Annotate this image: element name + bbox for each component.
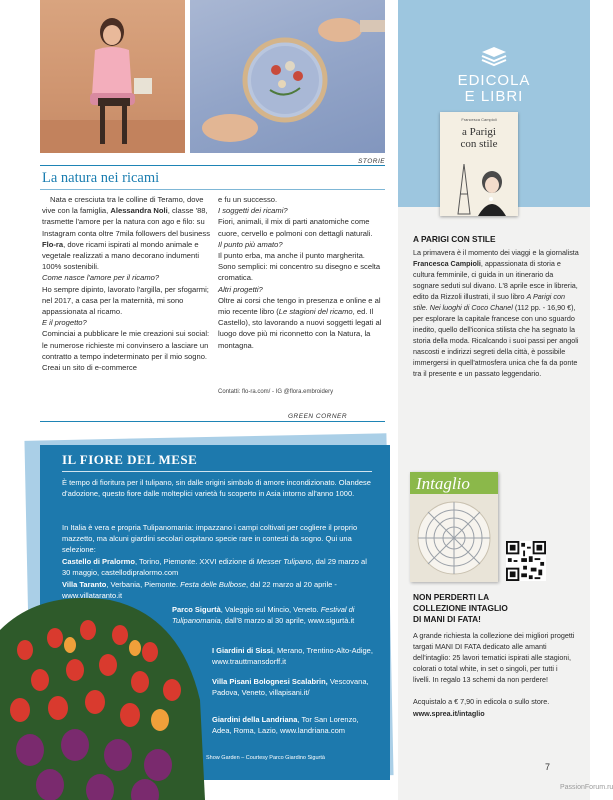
title-rule <box>40 189 385 190</box>
interview-answer: Cominciai a pubblicare le mie creazioni sui social: le numerose richieste mi convinsero a lasciare un contratto a tempo indeterminato per il mio sogno. Creai un sito di e-commerce <box>42 329 210 373</box>
magazine-cover-intaglio: Intaglio <box>410 472 498 582</box>
venue-item: Giardini della Landriana, Tor San Lorenzo, Adea, Roma, Lazio, www.landriana.com <box>212 715 359 736</box>
green-corner-title: IL FIORE DEL MESE <box>62 452 198 467</box>
interview-answer: Fiori, animali, il mix di parti anatomiche come cuore, cervello e polmoni con dettagli naturali. <box>218 217 373 238</box>
sidebar-title-line-2: E LIBRI <box>464 88 524 105</box>
section-text-paris: La primavera è il momento dei viaggi e la giornalista Francesca Campioli, appassionata di storia e cultura femminile, ci guida in un itinerario da sognare seduti sul divano. L'8 aprile esce in libreria, edito da Rizzoli illustrati, il suo libro A Parigi con stile. Nei luoghi di Coco Chanel (112 pp. - 16,90 €), per esplorare la capitale francese con uno sguardo inedito, quello dell'iconica stilista che ha segnato la storia della moda. Ricalcando i suoi passi per angoli nascosti e indirizzi segreti della città, è possibile immergersi in quell'atmosfera unica che fa da ponte tra il presente e un passato leggendario. <box>413 248 579 378</box>
photo-credit: Show Garden – Courtesy Parco Giardino Sigurtà <box>206 755 325 761</box>
article-column-1 <box>42 194 211 373</box>
venue-item: Villa Pisani Bolognesi Scalabrin, Vescovana, Padova, Veneto, villapisani.it/ <box>212 677 369 698</box>
section-tag-storie: STORIE <box>358 158 386 165</box>
interview-question: Come nasce l'amore per il ricamo? <box>42 273 160 283</box>
contacts-line: Contatti: flo-ra.com/ - IG @flora.embroidery <box>218 389 334 395</box>
photo-embroidery-hoop <box>190 0 385 153</box>
interview-answer: Ho sempre dipinto, lavorato l'argilla, per sfogarmi; nel 2017, a casa per la maternità, mi sono appassionata al ricamo. <box>42 284 209 317</box>
article-title: La natura nei ricami <box>42 170 160 186</box>
interview-question: E il progetto? <box>42 318 87 328</box>
interview-question: Il punto più amato? <box>218 239 283 249</box>
article-column-2 <box>218 194 384 351</box>
interview-answer: Oltre ai corsi che tengo in presenza e online e al mio recente libro (Le stagioni del ricamo, ed. Il Castello), sto lavorando a nuovi soggetti legati al luogo dove più mi riconnetto con la Natura, la montagna. <box>218 295 382 350</box>
venue-item: Parco Sigurtà, Valeggio sul Mincio, Veneto. Festival di Tulipanomania, dall'8 marzo al 30 aprile, www.sigurtà.it <box>172 605 355 626</box>
interview-answer: e fu un successo. <box>218 195 278 204</box>
interview-question: I soggetti dei ricami? <box>218 206 288 216</box>
sidebar-title-line-1: EDICOLA <box>457 72 531 89</box>
green-corner-intro-2: In Italia è vera e propria Tulipanomania: impazzano i campi coltivati per cogliere il proprio mazzetto, ma alcuni giardini secolari ospitano specie rare in contesti da sogno. Qui una selezione: <box>62 523 358 555</box>
green-corner-title-rule <box>62 471 372 472</box>
site-watermark: PassionForum.ru <box>560 784 613 791</box>
section-heading-intaglio: NON PERDERTI LA COLLEZIONE INTAGLIO DI MANI DI FATA! <box>413 592 508 624</box>
section-tag-green-corner: GREEN CORNER <box>288 413 348 420</box>
tulip-field-photo <box>0 590 205 800</box>
book-cover-illustration <box>440 154 518 216</box>
book-title: Le stagioni del ricamo <box>278 307 353 317</box>
green-corner-rule <box>40 421 385 422</box>
interview-answer: Il punto erba, ma anche il punto margherita. Sono semplici: mi concentro su disegno e scelta cromatica. <box>218 251 381 283</box>
venue-item: Castello di Pralormo, Torino, Piemonte. XXVI edizione di Messer Tulipano, dal 29 marzo al 30 maggio, castellodipralormo.com <box>62 557 367 578</box>
section-heading-paris: A PARIGI CON STILE <box>413 234 496 244</box>
section-text-intaglio: A grande richiesta la collezione dei migliori progetti targati MANI DI FATA dedicato alle amanti dell'intaglio: 25 lavori tematici ispirati alle stagioni, colorati o total white, in set o singoli, per tutti i livelli. In regalo 13 schemi da non perdere! <box>413 631 575 684</box>
venue-item: I Giardini di Sissi, Merano, Trentino-Alto-Adige, www.trauttmansdorff.it <box>212 646 373 667</box>
green-corner-intro: È tempo di fioritura per il tulipano, sin dalle origini simbolo di amore incondizionato. Olandese d'adozione, questo fiore dalle molteplici varietà fu scoperto in Asia intorno all'anno 1000. <box>62 478 371 499</box>
section-rule <box>40 165 385 166</box>
page-number: 7 <box>545 762 551 772</box>
venue-item: Villa Taranto, Verbania, Piemonte. Festa delle Bulbose, dal 22 marzo al 20 aprile - www.villataranto.it <box>62 580 337 601</box>
price-line: Acquistalo a € 7,90 in edicola o sullo store. <box>413 697 550 706</box>
qr-code[interactable] <box>506 541 546 581</box>
photo-embroiderer-portrait <box>40 0 185 153</box>
book-cover: Francesca Campioli a Parigi con stile <box>440 112 518 216</box>
person-name: Alessandra Noli <box>110 206 168 216</box>
sidebar <box>398 0 613 800</box>
brand-name: Flo-ra <box>42 239 64 249</box>
paragraph-intro: Nata e cresciuta tra le colline di Teramo, dove vive con la famiglia, Alessandra Noli, classe '88, trasmette l'amore per la natura con ago e filo: su Instagram conta oltre 7mila followers del business Flo-ra, dove ricami ispirati al mondo animale e vegetale realizzati a mano decorano indumenti 100% sostenibili. <box>42 195 210 272</box>
interview-question: Altri progetti? <box>218 284 263 294</box>
magazine-cover-pattern <box>414 498 494 578</box>
book-stack-icon <box>480 44 508 68</box>
store-link[interactable]: www.sprea.it/intaglio <box>413 709 485 718</box>
